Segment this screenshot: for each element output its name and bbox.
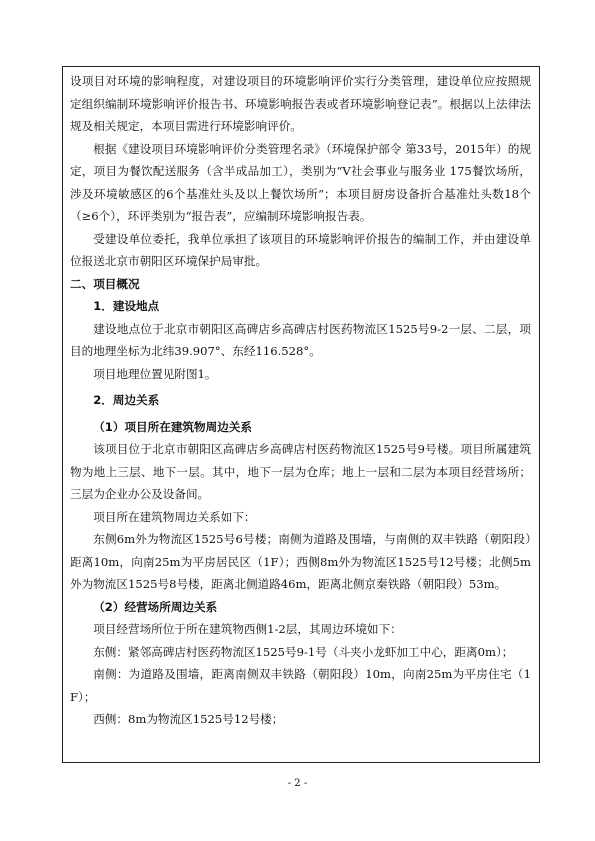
paragraph-premises-west: 西侧：8m为物流区1525号12号楼；: [93, 712, 284, 726]
paragraph-intro-continued: 设项目对环境的影响程度，对建设项目的环境影响评价实行分类管理，建设单位应按照规定组织编制环境影响评价报告书、环境影响报告表或者环境影响登记表”。根据以上法律法规及相关规定，本项目需进行环境影响评价。: [70, 74, 531, 133]
subsection-title-surroundings: 2．周边关系: [93, 393, 160, 407]
subsection-title-location: 1．建设地点: [93, 299, 160, 313]
section-title-project-overview: 二、项目概况: [70, 276, 140, 291]
paragraph-commission: 受建设单位委托，我单位承担了该项目的环境影响评价报告的编制工作，并由建设单位报送北京市朝阳区环境保护局审批。: [70, 231, 531, 268]
paragraph-location: 建设地点位于北京市朝阳区高碑店乡高碑店村医药物流区1525号9-2一层、二层，项目的地理坐标为北纬39.907°、东经116.528°。: [70, 321, 531, 358]
subsection-title-premises-surroundings: （2）经营场所周边关系: [93, 599, 218, 614]
paragraph-building-surroundings-intro: 项目所在建筑物周边关系如下：: [93, 509, 256, 524]
content-frame: [62, 66, 540, 763]
page-number: - 2 -: [287, 778, 308, 789]
paragraph-premises-south: 南侧：为道路及围墙，距离南侧双丰铁路（朝阳段）10m，向南25m为平房住宅（1F）；: [70, 667, 531, 704]
paragraph-premises-east: 东侧：紧邻高碑店村医药物流区1525号9-1号（斗夹小龙虾加工中心，距离0m）；: [93, 644, 514, 659]
paragraph-building-description: 该项目位于北京市朝阳区高碑店乡高碑店村医药物流区1525号9号楼。项目所属建筑物为地上三层、地下一层。其中，地下一层为仓库；地上一层和二层为本项目经营场所；三层为企业办公及设备间。: [70, 442, 531, 501]
paragraph-classification: 根据《建设项目环境影响评价分类管理名录》（环境保护部令 第33号，2015年）的规定，项目为餐饮配送服务（含半成品加工），类别为“V社会事业与服务业 175餐饮场所，涉及环境敏感区的6个基准灶头及以上餐饮场所”；本项目厨房设备折合基准灶头数18个（≥6个），环评类别为“报告表”，应编制环境影响报告表。: [70, 141, 531, 223]
paragraph-premises-intro: 项目经营场所位于所在建筑物西侧1-2层，其周边环境如下：: [93, 622, 402, 636]
subsection-title-building-surroundings: （1）项目所在建筑物周边关系: [93, 419, 252, 434]
paragraph-building-surroundings-detail: 东侧6m外为物流区1525号6号楼；南侧为道路及围墙，与南侧的双丰铁路（朝阳段）距离10m，向南25m为平房居民区（1F）；西侧8m外为物流区1525号12号楼；北侧5m外为物流区1525号8号楼，距离北侧道路46m，距离北侧京秦铁路（朝阳段）53m。: [70, 532, 531, 591]
paragraph-location-figure: 项目地理位置见附图1。: [93, 366, 217, 381]
